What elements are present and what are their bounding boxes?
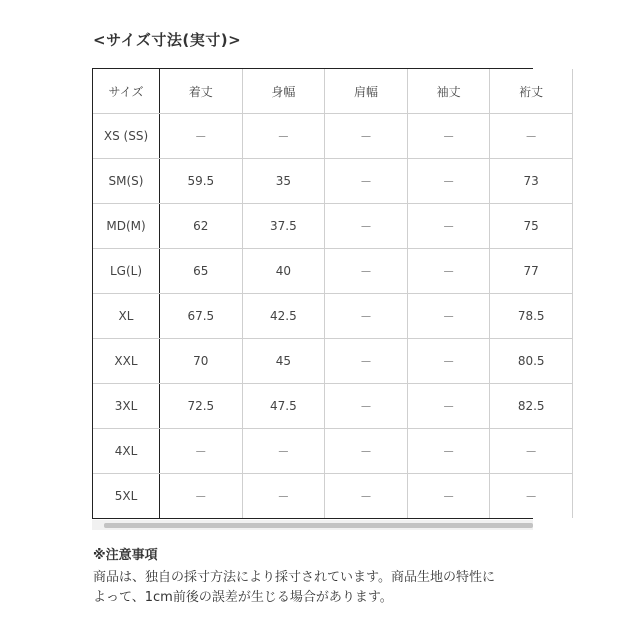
- header-sleeve: 袖丈: [407, 69, 490, 114]
- cell-size: 3XL: [93, 384, 160, 429]
- cell-width: 45: [242, 339, 325, 384]
- cell-sleeve: －: [407, 384, 490, 429]
- notes-title: ※注意事項: [93, 548, 158, 563]
- table-header-row: [93, 69, 573, 114]
- cell-width: 40: [242, 249, 325, 294]
- section-title: <サイズ寸法(実寸)>: [93, 31, 242, 49]
- cell-sleeve: －: [407, 159, 490, 204]
- cell-yuki: 82.5: [490, 384, 573, 429]
- cell-size: XL: [93, 294, 160, 339]
- cell-size: 4XL: [93, 429, 160, 474]
- header-size: サイズ: [93, 69, 160, 114]
- cell-shoulder: －: [325, 339, 408, 384]
- cell-size: 5XL: [93, 474, 160, 519]
- cell-length: 62: [160, 204, 243, 249]
- cell-shoulder: －: [325, 114, 408, 159]
- cell-length: －: [160, 114, 243, 159]
- cell-shoulder: －: [325, 474, 408, 519]
- header-width: 身幅: [242, 69, 325, 114]
- notes-line-1: 商品は、独自の採寸方法により採寸されています。商品生地の特性に: [93, 570, 495, 585]
- notes-line-2: よって、1cm前後の誤差が生じる場合があります。: [93, 590, 393, 605]
- cell-length: 65: [160, 249, 243, 294]
- cell-length: 72.5: [160, 384, 243, 429]
- scrollbar-thumb[interactable]: [104, 523, 533, 528]
- cell-yuki: 78.5: [490, 294, 573, 339]
- cell-sleeve: －: [407, 339, 490, 384]
- cell-yuki: 80.5: [490, 339, 573, 384]
- cell-sleeve: －: [407, 429, 490, 474]
- table-row: [93, 429, 573, 474]
- table-row: [93, 249, 573, 294]
- cell-shoulder: －: [325, 204, 408, 249]
- cell-width: －: [242, 474, 325, 519]
- cell-shoulder: －: [325, 159, 408, 204]
- cell-size: MD(M): [93, 204, 160, 249]
- table-row: [93, 339, 573, 384]
- cell-sleeve: －: [407, 249, 490, 294]
- cell-width: －: [242, 114, 325, 159]
- header-shoulder: 肩幅: [325, 69, 408, 114]
- cell-width: 47.5: [242, 384, 325, 429]
- size-table-body: [93, 69, 573, 518]
- cell-size: XXL: [93, 339, 160, 384]
- cell-width: 37.5: [242, 204, 325, 249]
- cell-length: －: [160, 474, 243, 519]
- cell-sleeve: －: [407, 474, 490, 519]
- cell-yuki: 75: [490, 204, 573, 249]
- cell-length: －: [160, 429, 243, 474]
- header-length: 着丈: [160, 69, 243, 114]
- cell-yuki: －: [490, 114, 573, 159]
- cell-width: 35: [242, 159, 325, 204]
- cell-shoulder: －: [325, 429, 408, 474]
- table-row: [93, 114, 573, 159]
- cell-length: 70: [160, 339, 243, 384]
- cell-yuki: －: [490, 429, 573, 474]
- cell-length: 59.5: [160, 159, 243, 204]
- table-row: [93, 384, 573, 429]
- header-yuki: 裄丈: [490, 69, 573, 114]
- table-row: [93, 204, 573, 249]
- cell-shoulder: －: [325, 294, 408, 339]
- cell-width: 42.5: [242, 294, 325, 339]
- cell-width: －: [242, 429, 325, 474]
- cell-shoulder: －: [325, 249, 408, 294]
- cell-sleeve: －: [407, 294, 490, 339]
- cell-length: 67.5: [160, 294, 243, 339]
- table-row: [93, 294, 573, 339]
- table-row: [93, 474, 573, 519]
- cell-size: XS (SS): [93, 114, 160, 159]
- cell-yuki: 73: [490, 159, 573, 204]
- size-table: [93, 69, 573, 518]
- cell-shoulder: －: [325, 384, 408, 429]
- cell-sleeve: －: [407, 114, 490, 159]
- horizontal-scrollbar[interactable]: [92, 520, 533, 530]
- size-table-container[interactable]: [92, 68, 545, 519]
- cell-size: LG(L): [93, 249, 160, 294]
- cell-sleeve: －: [407, 204, 490, 249]
- cell-size: SM(S): [93, 159, 160, 204]
- cell-yuki: －: [490, 474, 573, 519]
- table-row: [93, 159, 573, 204]
- cell-yuki: 77: [490, 249, 573, 294]
